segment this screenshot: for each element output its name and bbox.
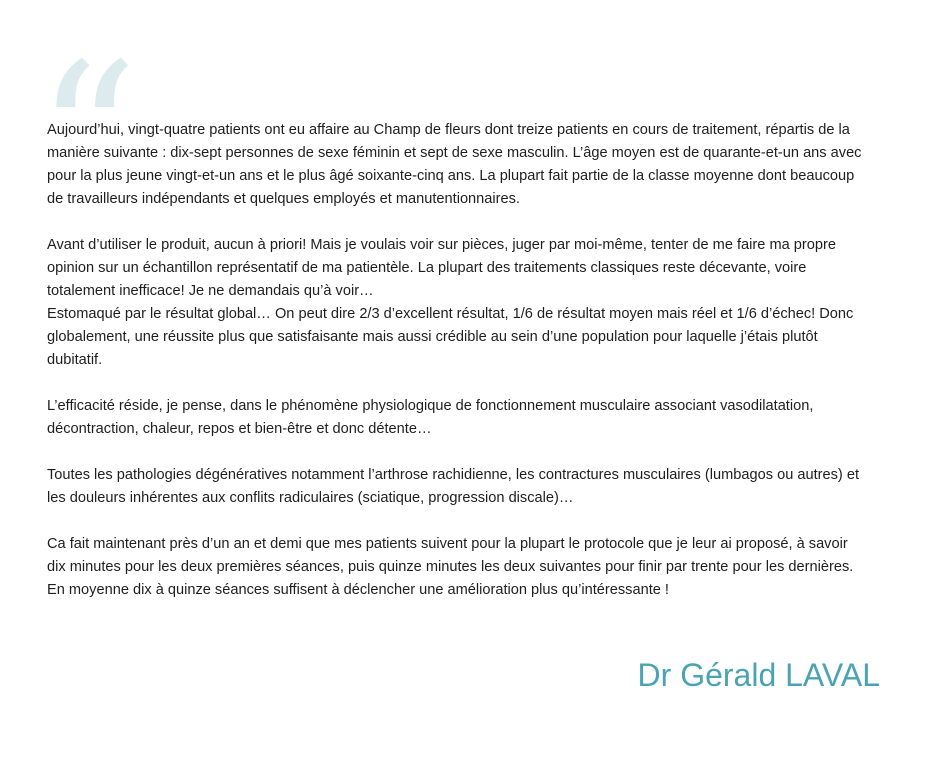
text-line: dix minutes pour les deux premières séances, puis quinze minutes les deux suivantes pour finir par trente pour les dernières.	[47, 559, 854, 575]
text-line: Estomaqué par le résultat global… On peut dire 2/3 d’excellent résultat, 1/6 de résultat moyen mais réel et 1/6 d’échec! Donc	[47, 306, 854, 322]
text-line: En moyenne dix à quinze séances suffisent à déclencher une amélioration plus qu’intéressante !	[47, 582, 669, 598]
text-line: Avant d’utiliser le produit, aucun à priori! Mais je voulais voir sur pièces, juger par moi-même, tenter de me faire ma propre	[47, 237, 836, 253]
text-line: Aujourd’hui, vingt-quatre patients ont eu affaire au Champ de fleurs dont treize patients en cours de traitement, répartis de la	[47, 122, 850, 138]
paragraph-3	[47, 395, 887, 441]
text-line: de travailleurs indépendants et quelques employés et manutentionnaires.	[47, 191, 520, 207]
text-line: dubitatif.	[47, 352, 103, 368]
text-line: L’efficacité réside, je pense, dans le phénomène physiologique de fonctionnement musculaire associant vasodilatation,	[47, 398, 814, 414]
text-line: manière suivante : dix-sept personnes de sexe féminin et sept de sexe masculin. L’âge moyen est de quarante-et-un ans avec	[47, 145, 862, 161]
quote-mark-icon: “	[36, 21, 139, 254]
testimonial-body	[47, 119, 887, 625]
text-line: globalement, une réussite plus que satisfaisante mais aussi crédible au sein d’une population pour laquelle j’étais plutôt	[47, 329, 818, 345]
text-line: Toutes les pathologies dégénératives notamment l’arthrose rachidienne, les contractures musculaires (lumbagos ou autres) et	[47, 467, 860, 483]
paragraph-4	[47, 464, 887, 510]
paragraph-2	[47, 234, 887, 372]
text-line: pour la plus jeune vingt-et-un ans et le plus âgé soixante-cinq ans. La plupart fait partie de la classe moyenne dont beaucoup	[47, 168, 855, 184]
text-line: décontraction, chaleur, repos et bien-être et donc détente…	[47, 421, 432, 437]
text-line: opinion sur un échantillon représentatif de ma patientèle. La plupart des traitements classiques reste décevante, voire	[47, 260, 807, 276]
text-line: totalement inefficace! Je ne demandais qu’à voir…	[47, 283, 374, 299]
text-line: Ca fait maintenant près d’un an et demi que mes patients suivent pour la plupart le protocole que je leur ai proposé, à savoir	[47, 536, 848, 552]
signature: Dr Gérald LAVAL	[637, 657, 880, 693]
text-line: les douleurs inhérentes aux conflits radiculaires (sciatique, progression discale)…	[47, 490, 574, 506]
paragraph-5	[47, 533, 887, 602]
paragraph-1	[47, 119, 887, 211]
